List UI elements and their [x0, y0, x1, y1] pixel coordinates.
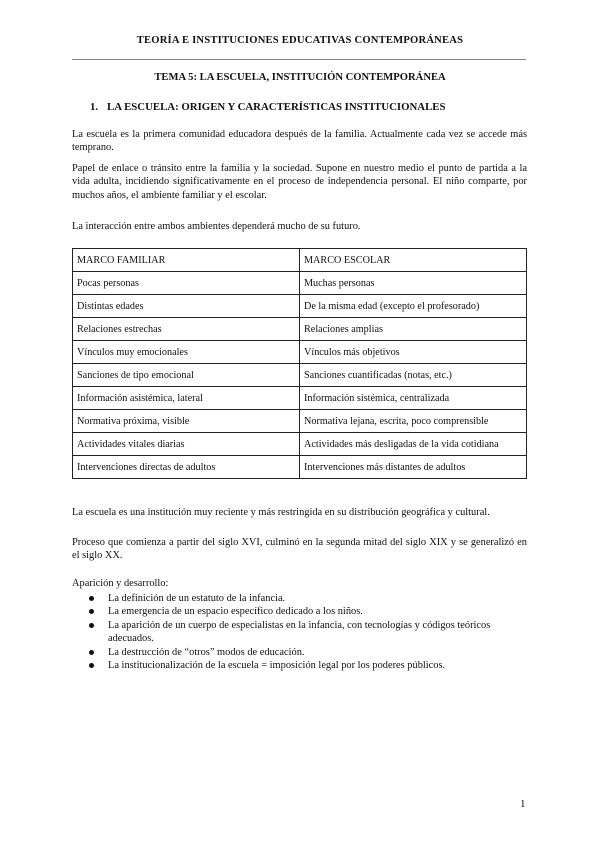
- bullet-icon: [89, 650, 94, 655]
- list-item-text: La emergencia de un espacio específico dedicado a los niños.: [108, 606, 363, 618]
- table-header-cell: MARCO ESCOLAR: [300, 249, 527, 272]
- cell-familiar: Actividades vitales diarias: [73, 433, 300, 456]
- cell-escolar: De la misma edad (excepto el profesorado): [300, 295, 527, 318]
- paragraph-interaction: La interacción entre ambos ambientes dependerá mucho de su futuro.: [72, 221, 361, 232]
- table-row: [73, 387, 527, 410]
- table-row: [73, 410, 527, 433]
- comparison-table: [72, 248, 527, 479]
- paragraph-intro: La escuela es la primera comunidad educadora después de la familia. Actualmente cada vez se accede más temprano.: [72, 129, 527, 154]
- table-row: [73, 318, 527, 341]
- table-row: [73, 295, 527, 318]
- section-title: LA ESCUELA: ORIGEN Y CARACTERÍSTICAS INSTITUCIONALES: [107, 101, 446, 113]
- list-item-text: La institucionalización de la escuela = imposición legal por los poderes públicos.: [108, 660, 446, 672]
- cell-escolar: Actividades más desligadas de la vida cotidiana: [300, 433, 527, 456]
- bullet-icon: [89, 596, 94, 601]
- page-number: 1: [520, 798, 526, 810]
- paragraph-institution: La escuela es una institución muy reciente y más restringida en su distribución geográfica y cultural.: [72, 507, 490, 518]
- bullet-icon: [89, 663, 94, 668]
- cell-familiar: Pocas personas: [73, 272, 300, 295]
- list-item-text: La aparición de un cuerpo de especialistas en la infancia, con tecnologías y códigos teóricos adecuados.: [108, 619, 491, 645]
- header-divider: [72, 59, 526, 60]
- list-item: [72, 619, 527, 646]
- paragraph-process: Proceso que comienza a partir del siglo XVI, culminó en la segunda mitad del siglo XIX y se generalizó en el siglo XX.: [72, 537, 527, 562]
- table-row: [73, 456, 527, 479]
- table-row: [73, 364, 527, 387]
- running-header: TEORÍA E INSTITUCIONES EDUCATIVAS CONTEMPORÁNEAS: [136, 35, 464, 46]
- table-row: [73, 341, 527, 364]
- cell-familiar: Relaciones estrechas: [73, 318, 300, 341]
- list-item: [72, 592, 527, 605]
- list-item: [72, 659, 527, 672]
- development-list: [72, 592, 527, 672]
- cell-familiar: Sanciones de tipo emocional: [73, 364, 300, 387]
- list-item: [72, 605, 527, 618]
- cell-escolar: Muchas personas: [300, 272, 527, 295]
- section-number: 1.: [90, 101, 99, 113]
- topic-title: TEMA 5: LA ESCUELA, INSTITUCIÓN CONTEMPORÁNEA: [154, 72, 446, 83]
- cell-escolar: Sanciones cuantificadas (notas, etc.): [300, 364, 527, 387]
- cell-escolar: Relaciones amplias: [300, 318, 527, 341]
- cell-familiar: Distintas edades: [73, 295, 300, 318]
- cell-familiar: Vínculos muy emocionales: [73, 341, 300, 364]
- cell-escolar: Vínculos más objetivos: [300, 341, 527, 364]
- table-header-row: [73, 249, 527, 272]
- list-item-text: La definición de un estatuto de la infancia.: [108, 593, 286, 604]
- cell-escolar: Normativa lejana, escrita, poco comprensible: [300, 410, 527, 433]
- cell-escolar: Información sistémica, centralizada: [300, 387, 527, 410]
- table-row: [73, 433, 527, 456]
- paragraph-role: Papel de enlace o tránsito entre la familia y la sociedad. Supone en nuestro medio el punto de partida a la vida adulta, incidiendo significativamente en el proceso de independencia personal. El niño comparte, por muchos años, el ambiente familiar y el escolar.: [72, 163, 527, 201]
- cell-escolar: Intervenciones más distantes de adultos: [300, 456, 527, 479]
- cell-familiar: Intervenciones directas de adultos: [73, 456, 300, 479]
- list-item: [72, 646, 527, 659]
- cell-familiar: Información asistémica, lateral: [73, 387, 300, 410]
- bullet-icon: [89, 623, 94, 628]
- table-header-cell: MARCO FAMILIAR: [73, 249, 300, 272]
- bullet-icon: [89, 609, 94, 614]
- cell-familiar: Normativa próxima, visible: [73, 410, 300, 433]
- list-item-text: La destrucción de “otros” modos de educación.: [108, 646, 305, 658]
- list-intro: Aparición y desarrollo:: [72, 578, 169, 589]
- table-row: [73, 272, 527, 295]
